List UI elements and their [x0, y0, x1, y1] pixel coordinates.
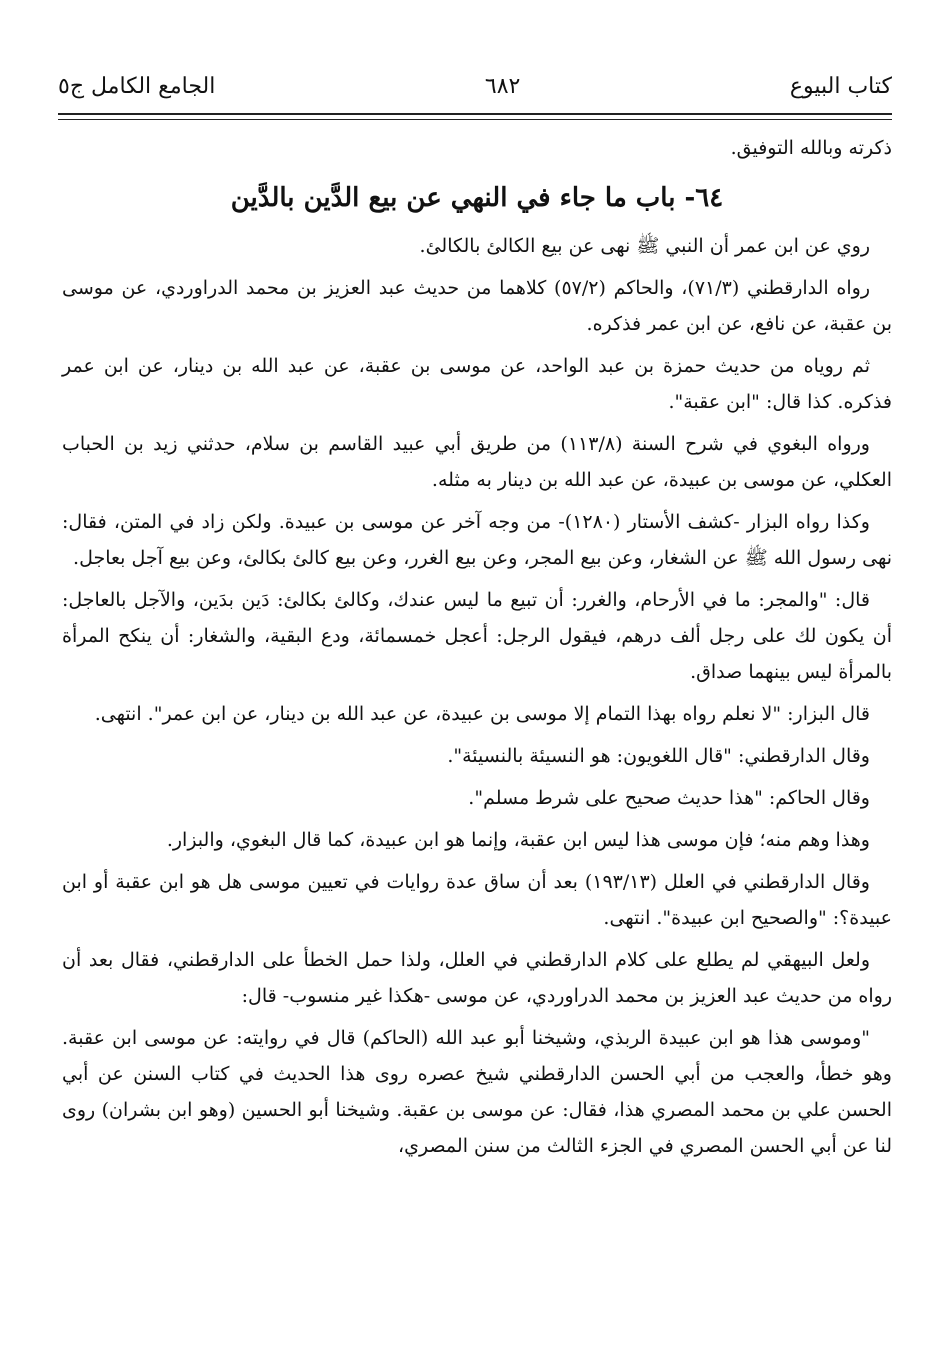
paragraph: رواه الدارقطني (٧١/٣)، والحاكم (٥٧/٢) كلاهما من حديث عبد العزيز بن محمد الدراوردي، عن موسى بن عقبة، عن نافع، عن ابن عمر فذكره. — [62, 277, 892, 335]
paragraph: قال البزار: "لا نعلم رواه بهذا التمام إلا موسى بن عبيدة، عن عبد الله بن دينار، عن ابن عمر". انتهى. — [94, 703, 870, 725]
book-title: كتاب البيوع — [789, 74, 892, 99]
paragraph: قال: "والمجر: ما في الأرحام، والغرر: أن تبيع ما ليس عندك، وكالئ بكالئ: دَين بدَين، والآجل بالعاجل: أن يكون لك على رجل ألف درهم، فيقول الرجل: أعجل خمسمائة، ودع البقية، والشغار: أن ينكح المرأة بالمرأة ليس بينهما صداق. — [62, 589, 892, 683]
paragraph: وقال الدارقطني: "قال اللغويون: هو النسيئة بالنسيئة". — [447, 745, 870, 767]
paragraph: ورواه البغوي في شرح السنة (١١٣/٨) من طريق أبي عبيد القاسم بن سلام، حدثني زيد بن الحباب العكلي، عن موسى بن عبيدة، عن عبد الله بن دينار به مثله. — [62, 433, 892, 491]
page-body — [62, 130, 892, 1164]
opening-line: ذكرته وبالله التوفيق. — [730, 137, 892, 159]
paragraph: وكذا رواه البزار -كشف الأستار (١٢٨٠)- من وجه آخر عن موسى بن عبيدة. ولكن زاد في المتن، فقال: نهى رسول الله ﷺ عن الشغار، وعن بيع المجر، وعن بيع الغرر، وعن بيع كالئ بكالئ، وعن بيع آجل بعاجل. — [62, 511, 892, 569]
paragraph: ثم روياه من حديث حمزة بن عبد الواحد، عن موسى بن عقبة، عن عبد الله بن دينار، عن ابن عمر فذكره. كذا قال: "ابن عقبة". — [62, 355, 892, 413]
paragraph: وقال الدارقطني في العلل (١٩٣/١٣) بعد أن ساق عدة روايات في تعيين موسى هل هو ابن عقبة أو ابن عبيدة؟: "والصحيح ابن عبيدة". انتهى. — [62, 871, 892, 929]
paragraph: روي عن ابن عمر أن النبي ﷺ نهى عن بيع الكالئ بالكالئ. — [419, 235, 870, 257]
paragraph: ولعل البيهقي لم يطلع على كلام الدارقطني في العلل، ولذا حمل الخطأ على الدارقطني، فقال بعد أن رواه من حديث عبد العزيز بن محمد الدراوردي، عن موسى -هكذا غير منسوب- قال: — [62, 949, 892, 1007]
chapter-title: ٦٤- باب ما جاء في النهي عن بيع الدَّين بالدَّين — [230, 183, 724, 213]
paragraph: وقال الحاكم: "هذا حديث صحيح على شرط مسلم". — [468, 787, 870, 809]
header-rule-thick — [58, 113, 892, 115]
page-number: ٦٨٢ — [484, 74, 521, 99]
page-header — [58, 58, 892, 98]
paragraph: "وموسى هذا هو ابن عبيدة الربذي، وشيخنا أبو عبد الله (الحاكم) قال في روايته: عن موسى ابن عقبة. وهو خطأ، والعجب من أبي الحسن الدارقطني شيخ عصره روى هذا الحديث في كتاب السنن عن أبي الحسن علي بن محمد المصري هذا، فقال: عن موسى بن عقبة. وشيخنا أبو الحسين (وهو ابن بشران) روى لنا عن أبي الحسن المصري في الجزء الثالث من سنن المصري، — [62, 1027, 892, 1157]
header-rule-thin — [58, 119, 892, 120]
series-title: الجامع الكامل ج٥ — [58, 74, 216, 99]
paragraph: وهذا وهم منه؛ فإن موسى هذا ليس ابن عقبة، وإنما هو ابن عبيدة، كما قال البغوي، والبزار. — [166, 829, 870, 851]
